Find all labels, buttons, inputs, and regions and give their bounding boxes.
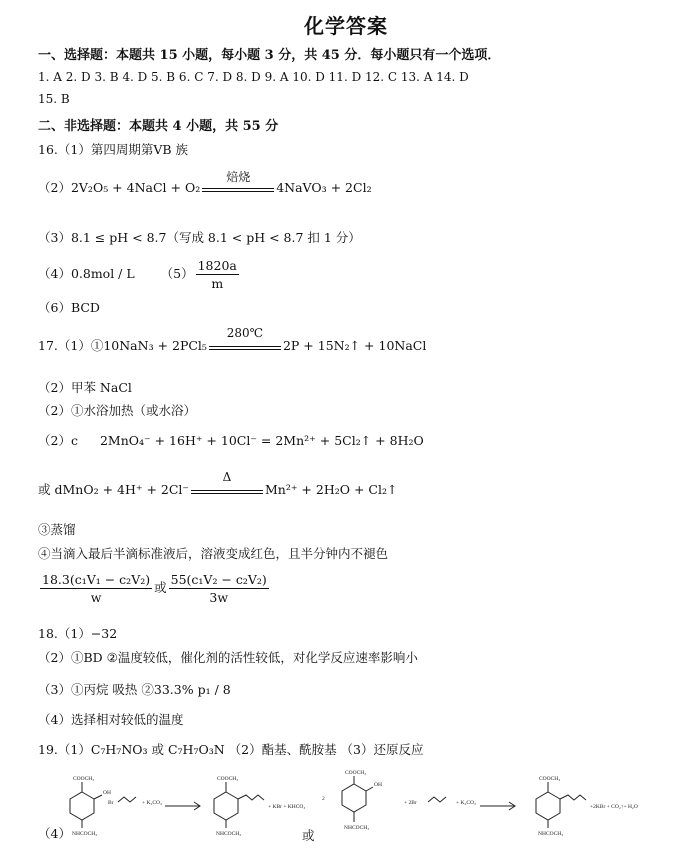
q16-p2-cond: 焙烧 <box>226 169 251 184</box>
q17-p3: （2）①水浴加热（或水浴） <box>38 403 196 418</box>
choice-answers: 1. A 2. D 3. B 4. D 5. B 6. C 7. D 8. D 9. A 10. D 11. D 12. C 13. A 14. D <box>38 70 469 84</box>
q16-p1: 16.（1）第四周期第ⅤB 族 <box>38 142 189 157</box>
allyloxy-chain-2 <box>560 795 586 800</box>
benzene-ring-1 <box>70 792 94 820</box>
q17-p5-left: MnO₂ + 4H⁺ + 2Cl⁻ <box>62 482 189 497</box>
q18-p4: （4）选择相对较低的温度 <box>38 712 184 727</box>
page-title: 化学答案 <box>304 14 388 38</box>
label-nhcoch3-3: NHCOCH₃ <box>344 825 370 831</box>
q16-p2-label: （2） <box>38 180 71 195</box>
q19-or: 或 <box>302 828 315 843</box>
q16-p3: （3）8.1 ≤ pH < 8.7（写成 8.1 < pH < 8.7 扣 1 分） <box>38 230 361 245</box>
q17-p1-right: 2P + 15N₂↑ + 10NaCl <box>282 338 427 353</box>
q17-p4-label: （2）c <box>38 433 78 448</box>
q17-p7: ④当滴入最后半滴标准液后，溶液变成红色，且半分钟内不褪色 <box>38 546 389 561</box>
q17-p1-left: 10NaN₃ + 2PCl₅ <box>103 338 207 353</box>
q16-p5-den: m <box>211 276 224 291</box>
label-k2co3-2: + K₂CO₃ <box>456 800 476 806</box>
q17-f2-num: 55(c₁V₂ − c₂V₂) <box>170 572 267 587</box>
q17-p6: ③蒸馏 <box>38 522 76 537</box>
label-br-1: Br <box>108 800 114 806</box>
q16-p2-left: 2V₂O₅ + 4NaCl + O₂ <box>70 180 201 195</box>
reaction-arrow <box>202 169 274 196</box>
q17-fraction-1 <box>40 572 152 605</box>
q17-p5-right: Mn²⁺ + 2H₂O + Cl₂↑ <box>265 482 398 497</box>
choice-answers-2: 15. B <box>38 92 70 106</box>
label-byproduct-2: +2KBr + CO₂↑+ H₂O <box>590 804 638 810</box>
label-cooch3-1: COOCH₃ <box>73 776 95 782</box>
label-cooch3-4: COOCH₃ <box>539 776 561 782</box>
q19-p4-label: （4） <box>38 826 71 841</box>
q17-p4-eq: 2MnO₄⁻ + 16H⁺ + 10Cl⁻ = 2Mn²⁺ + 5Cl₂↑ + 8H₂O <box>99 433 424 448</box>
label-byproduct-1: + KBr + KHCO₃ <box>268 804 306 810</box>
q17-p2: （2）甲苯 NaCl <box>38 380 132 395</box>
label-k2co3-1: + K₂CO₃ <box>142 800 162 806</box>
q16-p2-right: 4NaVO₃ + 2Cl₂ <box>276 180 372 195</box>
q17-p1-cond: 280℃ <box>226 325 264 340</box>
q18-p1: 18.（1）−32 <box>38 626 118 641</box>
q16-p6: （6）BCD <box>38 300 100 315</box>
q17-p5 <box>38 469 398 498</box>
label-cooch3-3: COOCH₃ <box>345 770 367 776</box>
section2-heading: 二、非选择题：本题共 4 小题，共 55 分 <box>38 119 279 134</box>
q17-p1-label: 17.（1）① <box>38 338 104 353</box>
label-nhcoch3-4: NHCOCH₃ <box>538 831 564 837</box>
benzene-ring-3 <box>342 784 366 812</box>
label-nhcoch3-1: NHCOCH₃ <box>72 831 98 837</box>
q17-f1-num: 18.3(c₁V₁ − c₂V₂) <box>42 572 151 587</box>
reaction-arrow <box>209 325 281 354</box>
q16-p2 <box>38 169 372 196</box>
q16-p5-num: 1820a <box>197 258 237 273</box>
q17-f2-den: 3w <box>209 590 229 605</box>
allyl-bromide-1 <box>118 797 136 802</box>
q18-p2: （2）①BD ②温度较低，催化剂的活性较低，对化学反应速率影响小 <box>38 650 418 665</box>
label-oh-1: OH <box>103 790 111 796</box>
q19-p1: 19.（1）C₇H₇NO₃ 或 C₇H₇O₃N （2）酯基、酰胺基 （3）还原反应 <box>38 742 424 757</box>
q17-f1-den: w <box>90 590 102 605</box>
q16-p5-fraction <box>196 258 239 291</box>
q17-formula <box>38 572 271 605</box>
reaction-scheme <box>60 770 670 838</box>
q16-p4: （4）0.8mol / L <box>38 266 135 281</box>
q17-p5-cond: Δ <box>222 469 232 484</box>
label-oh-3: OH <box>374 782 382 788</box>
allyloxy-chain-1 <box>238 795 264 800</box>
section1-heading: 一、选择题：本题共 15 小题，每小题 3 分，共 45 分．每小题只有一个选项． <box>38 48 501 63</box>
label-nhcoch3-2: NHCOCH₃ <box>216 831 242 837</box>
q16-p45 <box>38 258 241 291</box>
allyl-bromide-2 <box>428 797 446 802</box>
q17-p4 <box>38 431 424 449</box>
q18-p3: （3）①丙烷 吸热 ②33.3% p₁ / 8 <box>38 682 231 697</box>
q17-fraction-2 <box>169 572 269 605</box>
label-cooch3-2: COOCH₃ <box>217 776 239 782</box>
reaction-arrow <box>191 469 263 498</box>
benzene-ring-4 <box>536 792 560 820</box>
q17-p1 <box>38 325 427 354</box>
label-coef-2: 2 <box>322 796 325 802</box>
q17-p5-label: 或 d <box>38 482 63 497</box>
q17-or: 或 <box>154 580 167 595</box>
benzene-ring-2 <box>214 792 238 820</box>
q16-p5-label: （5） <box>160 266 194 281</box>
label-2br: + 2Br <box>404 800 417 806</box>
